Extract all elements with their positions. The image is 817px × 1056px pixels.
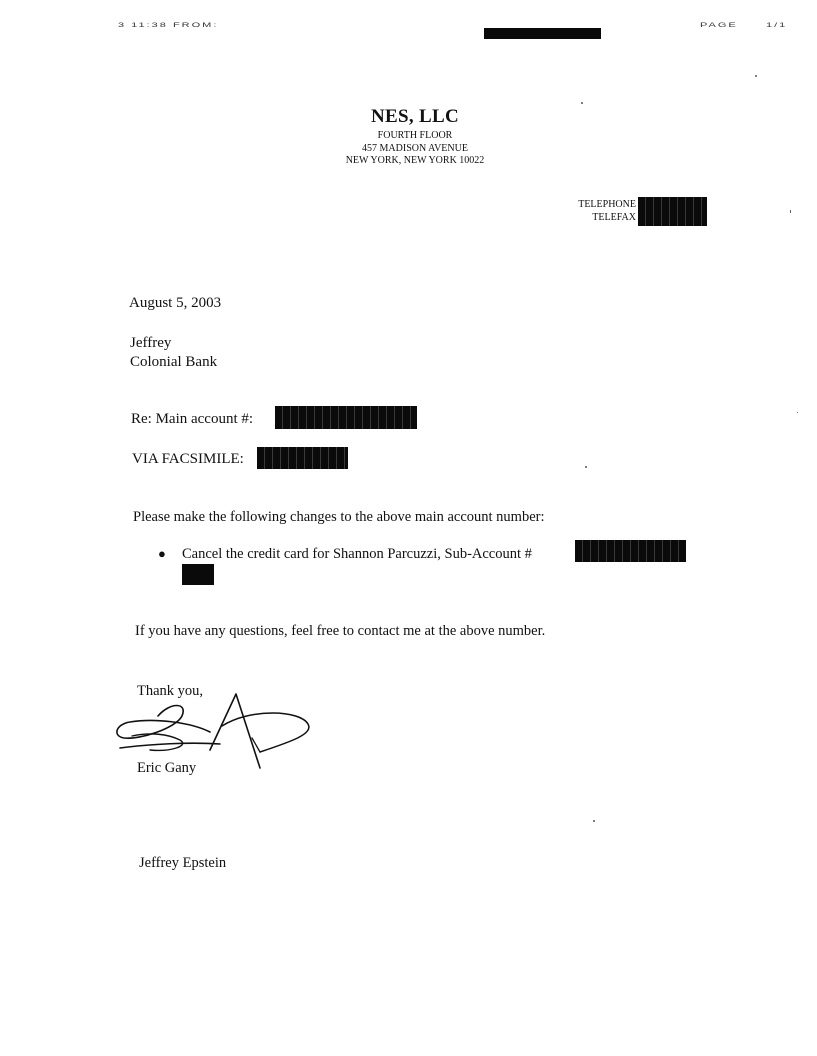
via-facsimile-label: VIA FACSIMILE: [132,451,244,467]
request-intro: Please make the following changes to the above main account number: [133,509,545,525]
cancel-card-item: Cancel the credit card for Shannon Parcuzzi, Sub-Account # [182,546,532,562]
fax-noise-speck [585,466,587,468]
thank-you: Thank you, [137,683,204,699]
signer-name: Eric Gany [137,760,197,776]
company-name: NES, LLC [371,106,459,127]
telephone-redaction [638,197,707,210]
fax-noise-speck [797,412,798,413]
fax-page-number: 1/1 [766,22,788,29]
re-main-account-label: Re: Main account #: [131,411,254,427]
telefax-label: TELEFAX [592,212,636,223]
address-line-2: 457 MADISON AVENUE [362,142,468,154]
facsimile-redaction [257,447,348,469]
sub-account-redaction-2 [182,564,214,585]
address-line-3: NEW YORK, NEW YORK 10022 [345,155,485,166]
telephone-label: TELEPHONE [578,199,636,210]
bullet-dot: ● [158,546,166,561]
telefax-redaction [638,210,707,226]
cc-name: Jeffrey Epstein [139,855,227,871]
fax-noise-speck [790,210,791,213]
letter-date: August 5, 2003 [129,295,222,311]
main-account-redaction [275,406,417,429]
recipient-name: Jeffrey [130,335,172,351]
letterhead [300,106,530,168]
fax-page-label: PAGE [700,22,738,29]
recipient-organization: Colonial Bank [130,354,218,370]
fax-noise-speck [581,102,583,104]
sub-account-redaction-1 [575,540,686,562]
fax-noise-speck [593,820,595,822]
address-line-1: FOURTH FLOOR [377,130,453,141]
fax-noise-speck [755,75,757,77]
fax-header-text: 3 11:38 FROM: [118,22,219,29]
closing-line: If you have any questions, feel free to contact me at the above number. [135,623,546,639]
fax-header-redaction [484,28,601,39]
